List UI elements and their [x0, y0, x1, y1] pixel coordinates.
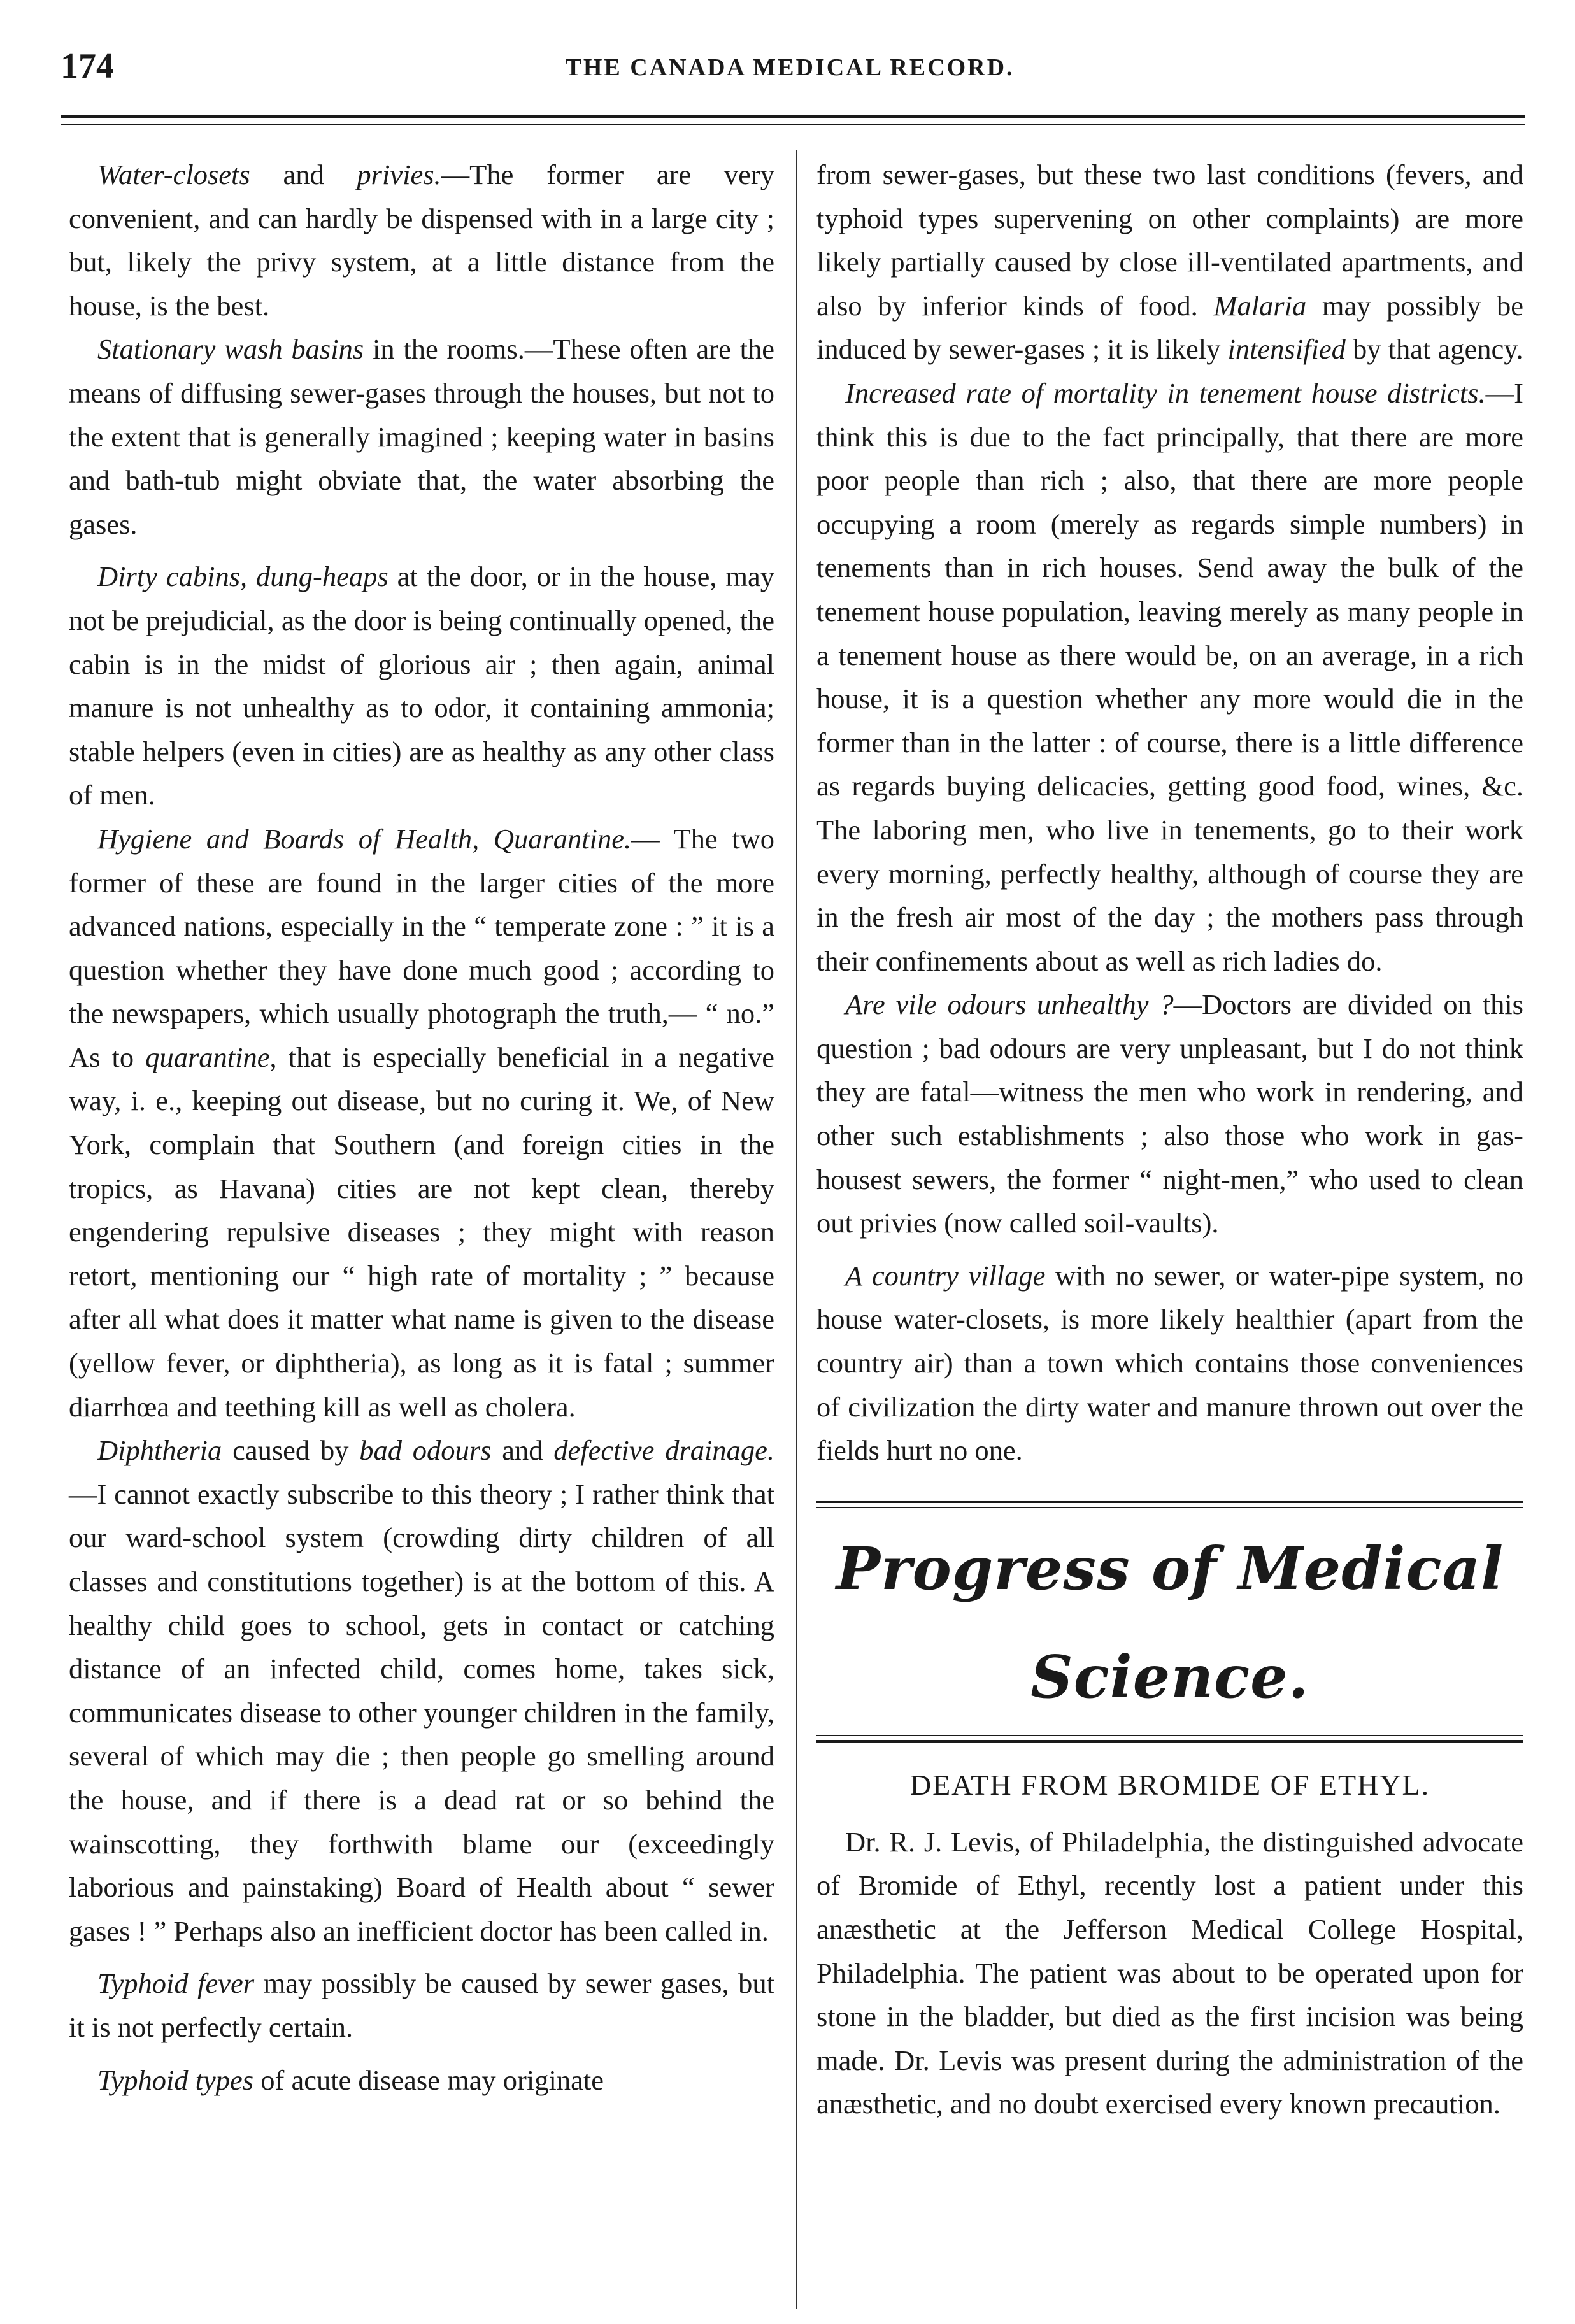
article-body: Dr. R. J. Levis, of Philadelphia, the distinguished advocate of Bromide of Ethyl, recently lost a patient under this anæsthetic at the Jefferson Medical College Hospital, Philadelphia. The patient was about to be operated upon for stone in the bladder, but died as the first incision was being made. Dr. Levis was present during the administration of the anæsthetic, and no doubt exercised every known precaution.	[816, 1825, 1523, 2120]
section-rule-bottom	[816, 1740, 1523, 1743]
paragraph-hygiene: Hygiene and Boards of Health, Quarantine.— The two former of these are found in the larger cities of the more advanced nations, especially in the “ temperate zone : ” it is a question whether they have done much good ; according to the newspapers, which usually photograph the truth,— “ no.” As to quarantine, that is especially beneficial in a negative way, i. e., keeping out disease, but no curing it. We, of New York, complain that Southern (and foreign cities in the tropics, as Havana) cities are not kept clean, thereby engendering repulsive diseases ; they might with reason retort, mentioning our “ high rate of mortality ; ” because after all what does it matter what name is given to the disease (yellow fever, or diphtheria), as long as it is fatal ; summer diarrhœa and teething kill as well as cholera.	[69, 822, 774, 1423]
paragraph-vile-odours: Are vile odours unhealthy ?—Doctors are divided on this question ; bad odours are very unpleasant, but I do not think they are fatal—witness the men who work in rendering, and other such establishments ; also those who work in gas-housest sewers, the former “ night-men,” who used to clean out privies (now called soil-vaults).	[816, 988, 1523, 1239]
paragraph-typhoid-types: Typhoid types of acute disease may originate	[97, 2064, 604, 2096]
paragraph-diphtheria: Diphtheria caused by bad odours and defective drainage.—I cannot exactly subscribe to this theory ; I rather think that our ward-school system (crowding dirty children of all classes and constitutions together) is at the bottom of this. A healthy child goes to school, gets in contact or catching distance of an infected child, comes home, takes sick, communicates disease to other younger children in the family, several of which may die ; then people go smelling around the house, and if there is a dead rat or so behind the wainscotting, they forthwith blame our (exceedingly laborious and painstaking) Board of Health about “ sewer gases ! ” Perhaps also an inefficient doctor has been called in.	[69, 1434, 774, 1947]
article-title: DEATH FROM BROMIDE OF ETHYL.	[909, 1768, 1430, 1801]
page-number: 174	[61, 46, 114, 86]
column-divider	[796, 150, 797, 2309]
section-rule-top	[816, 1501, 1523, 1503]
paragraph-water-closets: Water-closets and privies.—The former are very convenient, and can hardly be dispensed with in a large city ; but, likely the privy system, at a little distance from the house, is the best.	[69, 159, 774, 322]
left-column	[69, 153, 774, 2102]
header-rule-thin	[61, 124, 1525, 125]
page-header	[61, 46, 1519, 97]
paragraph-continuation: from sewer-gases, but these two last conditions (fevers, and typhoid types supervening on other complaints) are more likely partially caused by close ill-ventilated apartments, and also by inferior kinds of food. Malaria may possibly be induced by sewer-gases ; it is likely intensified by that agency.	[816, 159, 1524, 366]
section-title: Progress of Medical Science.	[836, 1534, 1504, 1711]
paragraph-tenement-mortality: Increased rate of mortality in tenement house districts.—I think this is due to the fact principally, that there are more poor people than rich ; also, that there are more people occupying a room (merely as regards simple numbers) in tenements than in rich houses. Send away the bulk of the tenement house population, leaving merely as many people in a tenement house as there would be, on an average, in a rich house, it is a question whether any more would die in the former than in the latter : of course, there is a little difference as regards buying delicacies, getting good food, wines, &c. The laboring men, who live in tenements, go to their work every morning, perfectly healthy, although of course they are in the fresh air most of the day ; the mothers pass through their confinements about as well as rich ladies do.	[816, 376, 1523, 977]
paragraph-country-village: A country village with no sewer, or water-pipe system, no house water-closets, is more likely healthier (apart from the country air) than a town which contains those conveniences of civilization the dirty water and manure thrown out over the fields hurt no one.	[816, 1259, 1524, 1467]
paragraph-wash-basins: Stationary wash basins in the rooms.—These often are the means of diffusing sewer-gases through the houses, but not to the extent that is generally imagined ; keeping water in basins and bath-tub might obviate that, the water absorbing the gases.	[69, 333, 774, 540]
running-head: THE CANADA MEDICAL RECORD.	[565, 54, 1015, 81]
paragraph-dirty-cabins: Dirty cabins, dung-heaps at the door, or in the house, may not be prejudicial, as the door is being continually opened, the cabin is in the midst of glorious air ; then again, animal manure is not unhealthy as to odor, it containing ammonia; stable helpers (even in cities) are as healthy as any other class of men.	[69, 560, 774, 811]
section-rule-top-thin	[816, 1507, 1523, 1508]
header-rule	[61, 115, 1525, 118]
section-rule-bottom-thin	[816, 1735, 1523, 1736]
right-column	[816, 153, 1523, 2126]
paragraph-typhoid-fever: Typhoid fever may possibly be caused by sewer gases, but it is not perfectly certain.	[69, 1967, 774, 2043]
